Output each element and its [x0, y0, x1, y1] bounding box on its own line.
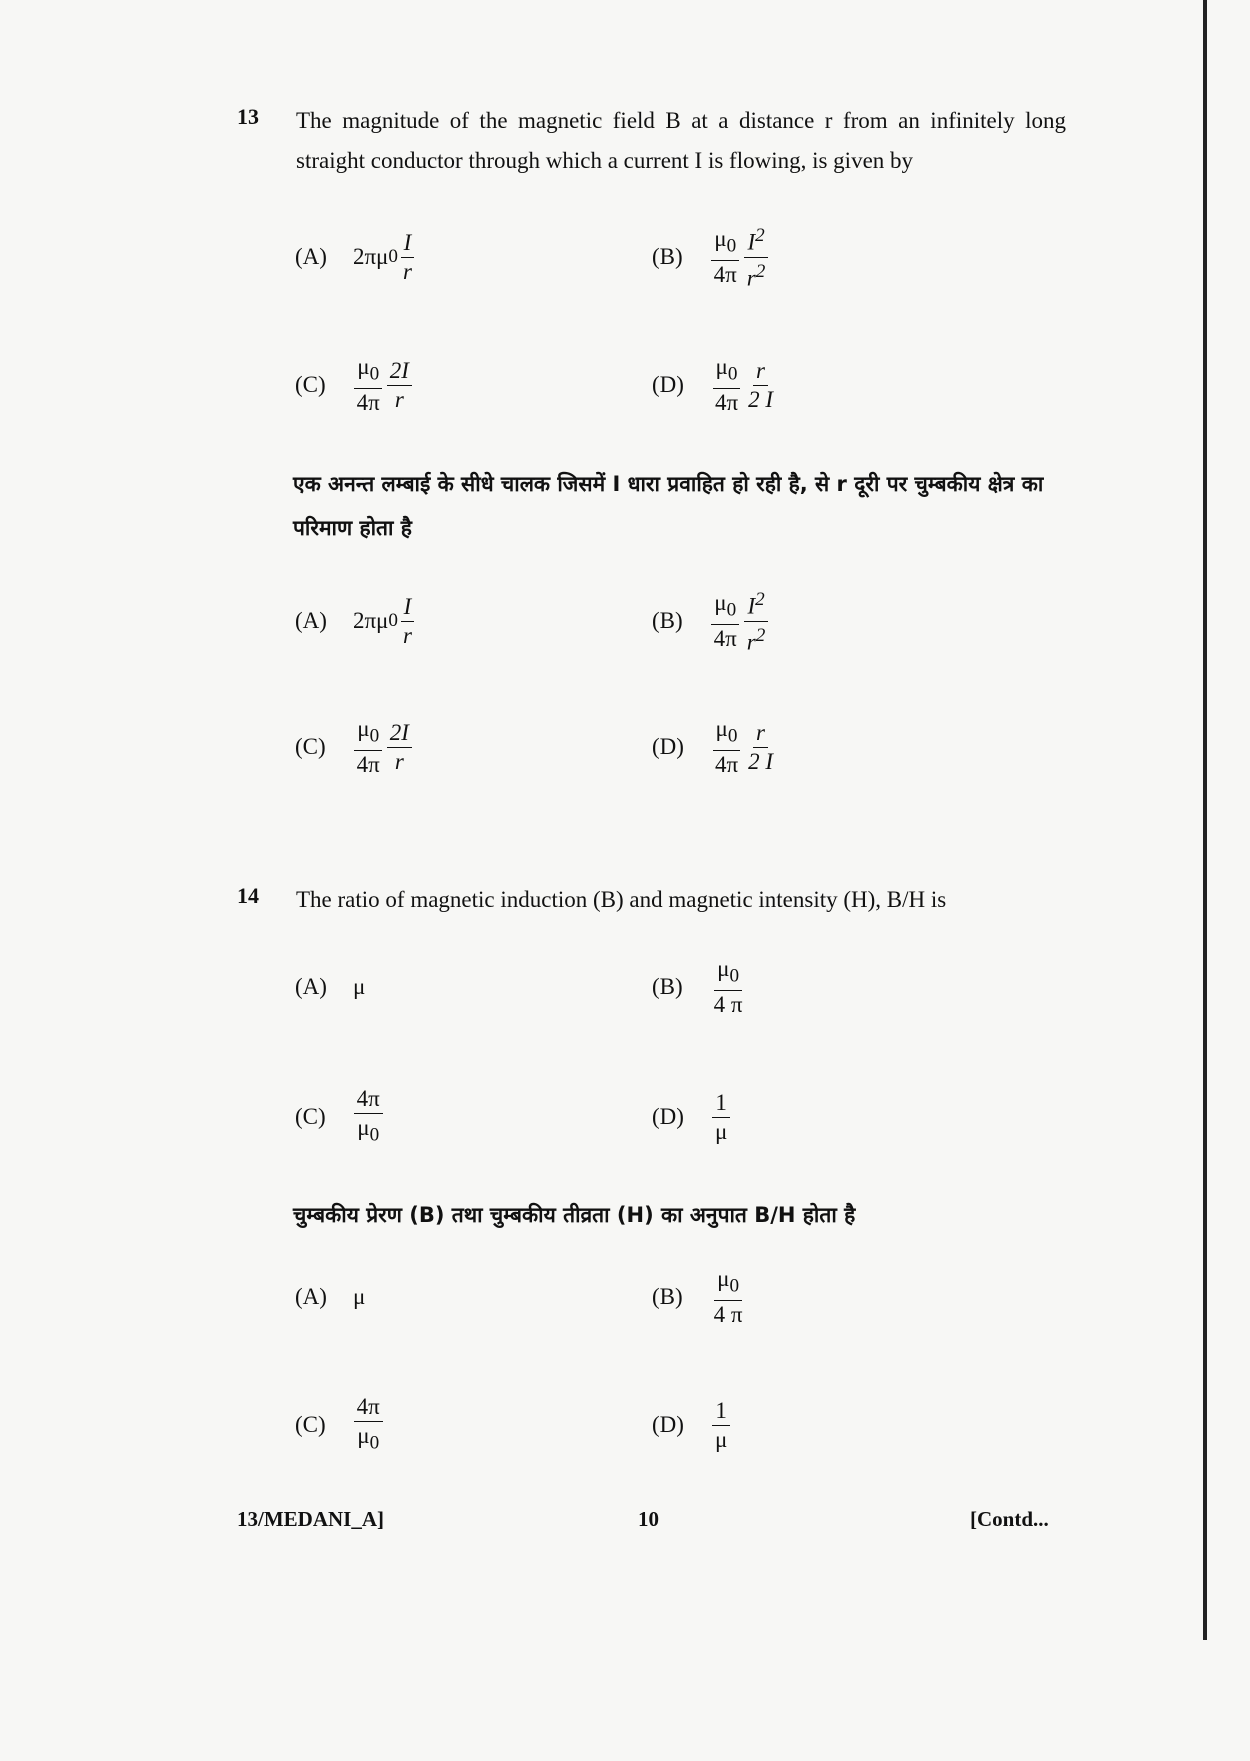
option-b: [652, 952, 748, 1022]
paper-code: 13/MEDANI_A]: [237, 1507, 384, 1531]
page-number: 10: [638, 1507, 659, 1531]
option-label: (A): [295, 244, 327, 269]
option-a: [295, 222, 417, 292]
fraction: $\frac{r}{2 I}$: [748, 719, 773, 774]
option-b: [652, 586, 770, 656]
option-label: (C): [295, 734, 326, 759]
fraction: $\frac{4\pi}{\mu_0}$: [354, 1086, 383, 1149]
formula: 2πμ 0 $\frac{I}{r}$: [353, 594, 417, 649]
question-number: 13: [237, 104, 259, 129]
question-text-hindi: चुम्बकीय प्रेरण (B) तथा चुम्बकीय तीव्रता (H) का अनुपात B/H होता है: [293, 1203, 856, 1227]
formula: [710, 1398, 732, 1453]
question-text-hindi: एक अनन्त लम्बाई के सीधे चालक जिसमें I धारा प्रवाहित हो रही है, से r दूरी पर चुम्बकीय क्षेत्र का परिमाण होता है: [293, 472, 1044, 540]
option-d: [652, 1390, 732, 1460]
option-c: [295, 350, 414, 420]
fraction: $\frac{\mu_0}{4\pi}$: [712, 716, 741, 779]
option-label: (C): [295, 372, 326, 397]
option-c: [295, 712, 414, 782]
formula: [352, 354, 414, 417]
option-b: [652, 222, 770, 292]
fraction: $\frac{I^2}{r^2}$: [744, 223, 769, 291]
fraction: $\frac{\mu_0}{4\pi}$: [711, 226, 740, 289]
formula: [352, 716, 414, 779]
formula: [709, 587, 771, 655]
formula: [709, 956, 748, 1019]
option-label: (D): [652, 372, 684, 397]
option-d: [652, 712, 778, 782]
fraction: $\frac{I^2}{r^2}$: [744, 587, 769, 655]
option-label: (B): [652, 974, 683, 999]
fraction: $\frac{\mu_0}{4 \pi}$: [713, 1265, 743, 1328]
fraction: $\frac{r}{2 I}$: [748, 357, 773, 412]
fraction: $\frac{1}{\mu}$: [712, 1398, 730, 1453]
fraction: $\frac{I}{r}$: [400, 594, 415, 649]
formula: [710, 1090, 732, 1145]
option-label: (A): [295, 608, 327, 633]
fraction: $\frac{\mu_0}{4\pi}$: [354, 354, 383, 417]
formula: [352, 1086, 385, 1149]
question-text-english: The magnitude of the magnetic field B at a distance r from an infinitely long straight conductor through which a current I is flowing, is given by: [296, 108, 1066, 173]
fraction: $\frac{4\pi}{\mu_0}$: [354, 1394, 383, 1457]
option-label: (C): [295, 1104, 326, 1129]
formula: [709, 223, 771, 291]
fraction: $\frac{\mu_0}{4\pi}$: [354, 716, 383, 779]
option-a: [295, 586, 417, 656]
fraction: $\frac{\mu_0}{4 \pi}$: [713, 955, 743, 1018]
option-label: (C): [295, 1412, 326, 1437]
fraction: $\frac{1}{\mu}$: [712, 1090, 730, 1145]
option-a: [295, 952, 365, 1022]
option-label: (D): [652, 1412, 684, 1437]
option-label: (B): [652, 244, 683, 269]
formula: [352, 1394, 385, 1457]
option-c: [295, 1390, 385, 1460]
fraction: $\frac{I}{r}$: [400, 230, 415, 285]
option-label: (D): [652, 734, 684, 759]
option-label: (A): [295, 1284, 327, 1309]
continued-label: [Contd...: [970, 1507, 1049, 1531]
option-d: [652, 350, 778, 420]
option-a: [295, 1262, 365, 1332]
option-label: (D): [652, 1104, 684, 1129]
fraction: $\frac{2I}{r}$: [387, 358, 412, 413]
formula: μ: [352, 974, 366, 999]
formula: [709, 1266, 748, 1329]
option-label: (B): [652, 1284, 683, 1309]
option-d: [652, 1082, 732, 1152]
formula: μ: [352, 1284, 366, 1309]
formula: [710, 716, 778, 779]
fraction: $\frac{\mu_0}{4\pi}$: [711, 590, 740, 653]
fraction: $\frac{\mu_0}{4\pi}$: [712, 354, 741, 417]
formula: [710, 354, 778, 417]
option-c: [295, 1082, 385, 1152]
question-number: 14: [237, 883, 259, 908]
question-text-english: The ratio of magnetic induction (B) and magnetic intensity (H), B/H is: [296, 887, 947, 912]
option-label: (A): [295, 974, 327, 999]
option-b: [652, 1262, 748, 1332]
formula: 2πμ 0 $\frac{I}{r}$: [353, 230, 417, 285]
fraction: $\frac{2I}{r}$: [387, 720, 412, 775]
binder-edge-line: [1203, 0, 1207, 1640]
option-label: (B): [652, 608, 683, 633]
